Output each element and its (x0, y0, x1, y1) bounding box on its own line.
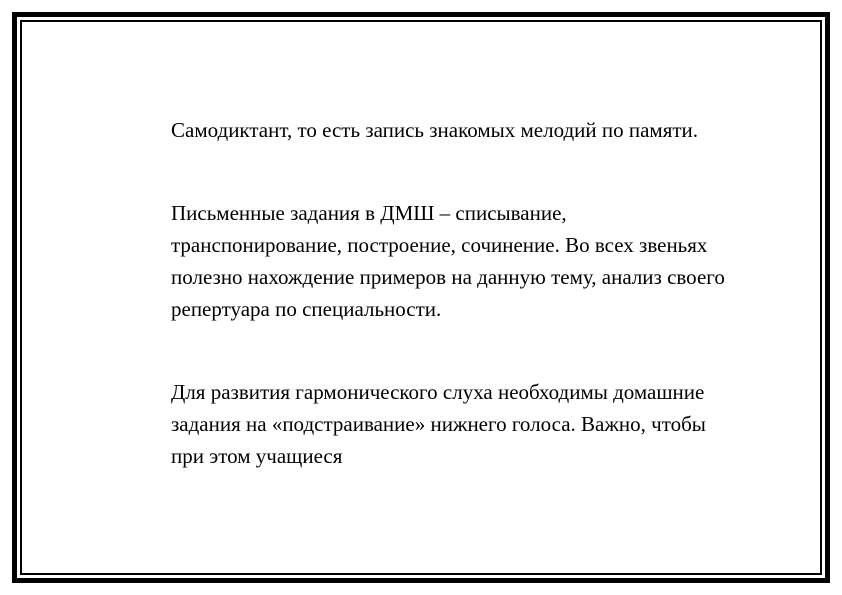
paragraph-self-dictation: Самодиктант, то есть запись знакомых мелодий по памяти. (171, 118, 699, 142)
slide-body-text (171, 114, 731, 472)
paragraph-harmonic-hearing: Для развития гармонического слуха необходимы домашние задания на «подстраивание» нижнего голоса. Важно, чтобы при этом учащиеся (171, 380, 706, 468)
paragraph-written-tasks: Письменные задания в ДМШ – списывание, транспонирование, построение, сочинение. Во всех звеньях полезно нахождение примеров на данную тему, анализ своего репертуара по специальности. (171, 201, 725, 321)
